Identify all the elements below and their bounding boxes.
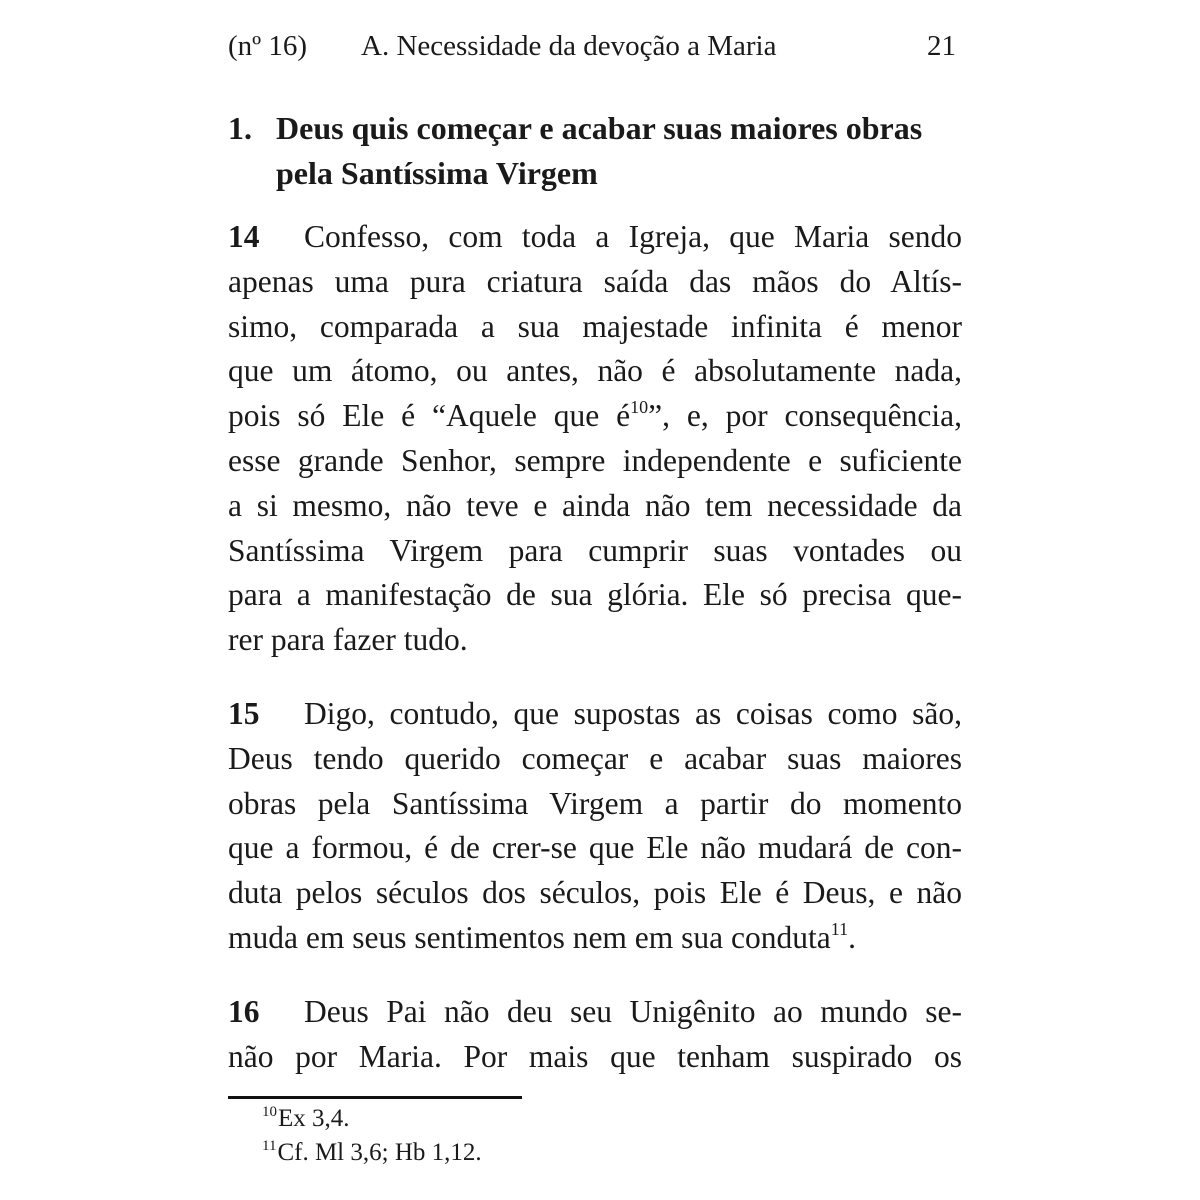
running-head xyxy=(228,26,962,66)
footnote-10 xyxy=(262,1102,482,1136)
paragraph-line: esse grande Senhor, sempre independente e suficiente xyxy=(228,442,962,478)
paragraph-line: apenas uma pura criatura saída das mãos do Altís- xyxy=(228,263,962,299)
paragraph-line: rer para fazer tudo. xyxy=(228,622,468,658)
footnote-marker: 11 xyxy=(262,1138,277,1154)
paragraph-text: pois só Ele é “Aquele que é xyxy=(228,398,631,434)
footnote-marker: 10 xyxy=(262,1104,277,1120)
paragraph-line xyxy=(228,394,962,439)
page-number: 21 xyxy=(927,30,956,62)
paragraph-line: obras pela Santíssima Virgem a partir do momento xyxy=(228,785,962,821)
paragraph-line xyxy=(228,215,962,260)
paragraph-number: 14 xyxy=(228,219,260,254)
paragraph-14 xyxy=(228,215,962,663)
paragraph-text: ”, e, por consequência, xyxy=(648,398,962,434)
running-head-chapter-title: A. Necessidade da devoção a Maria xyxy=(361,30,777,62)
paragraph-line: Santíssima Virgem para cumprir suas vontades ou xyxy=(228,532,962,568)
paragraph-text: Deus Pai não deu seu Unigênito ao mundo se- xyxy=(304,994,962,1029)
paragraph-line: a si mesmo, não teve e ainda não tem necessidade da xyxy=(228,487,962,523)
paragraph-line xyxy=(228,916,962,961)
paragraph-line: não por Maria. Por mais que tenham suspirado os xyxy=(228,1038,962,1074)
paragraph-text: Digo, contudo, que supostas as coisas como são, xyxy=(304,696,962,731)
paragraph-text: Confesso, com toda a Igreja, que Maria sendo xyxy=(304,219,962,254)
paragraph-line: duta pelos séculos dos séculos, pois Ele é Deus, e não xyxy=(228,875,962,911)
paragraph-line: simo, comparada a sua majestade infinita é menor xyxy=(228,308,962,344)
paragraph-line xyxy=(228,990,962,1035)
paragraph-15 xyxy=(228,692,962,961)
paragraph-number: 16 xyxy=(228,994,260,1029)
paragraph-line: que um átomo, ou antes, não é absolutamente nada, xyxy=(228,353,962,389)
footnote-reference-10[interactable]: 10 xyxy=(630,397,649,418)
paragraph-16 xyxy=(228,990,962,1080)
section-title-line-2: pela Santíssima Virgem xyxy=(276,155,598,191)
section-heading xyxy=(228,106,962,196)
paragraph-line xyxy=(228,692,962,737)
paragraph-number: 15 xyxy=(228,696,260,731)
running-head-paragraph-ref: (nº 16) xyxy=(228,30,308,62)
footnote-11 xyxy=(262,1136,482,1170)
paragraph-line: que a formou, é de crer-se que Ele não mudará de con- xyxy=(228,830,962,866)
section-number: 1. xyxy=(228,110,252,146)
footnote-text: Ex 3,4. xyxy=(278,1105,350,1132)
footnote-text: Cf. Ml 3,6; Hb 1,12. xyxy=(277,1139,482,1166)
footnote-separator xyxy=(228,1096,522,1099)
paragraph-text: muda em seus sentimentos nem em sua conduta xyxy=(228,919,831,955)
section-title-line-1: Deus quis começar e acabar suas maiores obras xyxy=(276,110,923,146)
footnotes xyxy=(262,1102,482,1170)
paragraph-text: . xyxy=(848,919,856,955)
footnote-reference-11[interactable]: 11 xyxy=(830,918,849,939)
paragraph-line: para a manifestação de sua glória. Ele só precisa que- xyxy=(228,577,962,613)
paragraph-line: Deus tendo querido começar e acabar suas maiores xyxy=(228,740,962,776)
